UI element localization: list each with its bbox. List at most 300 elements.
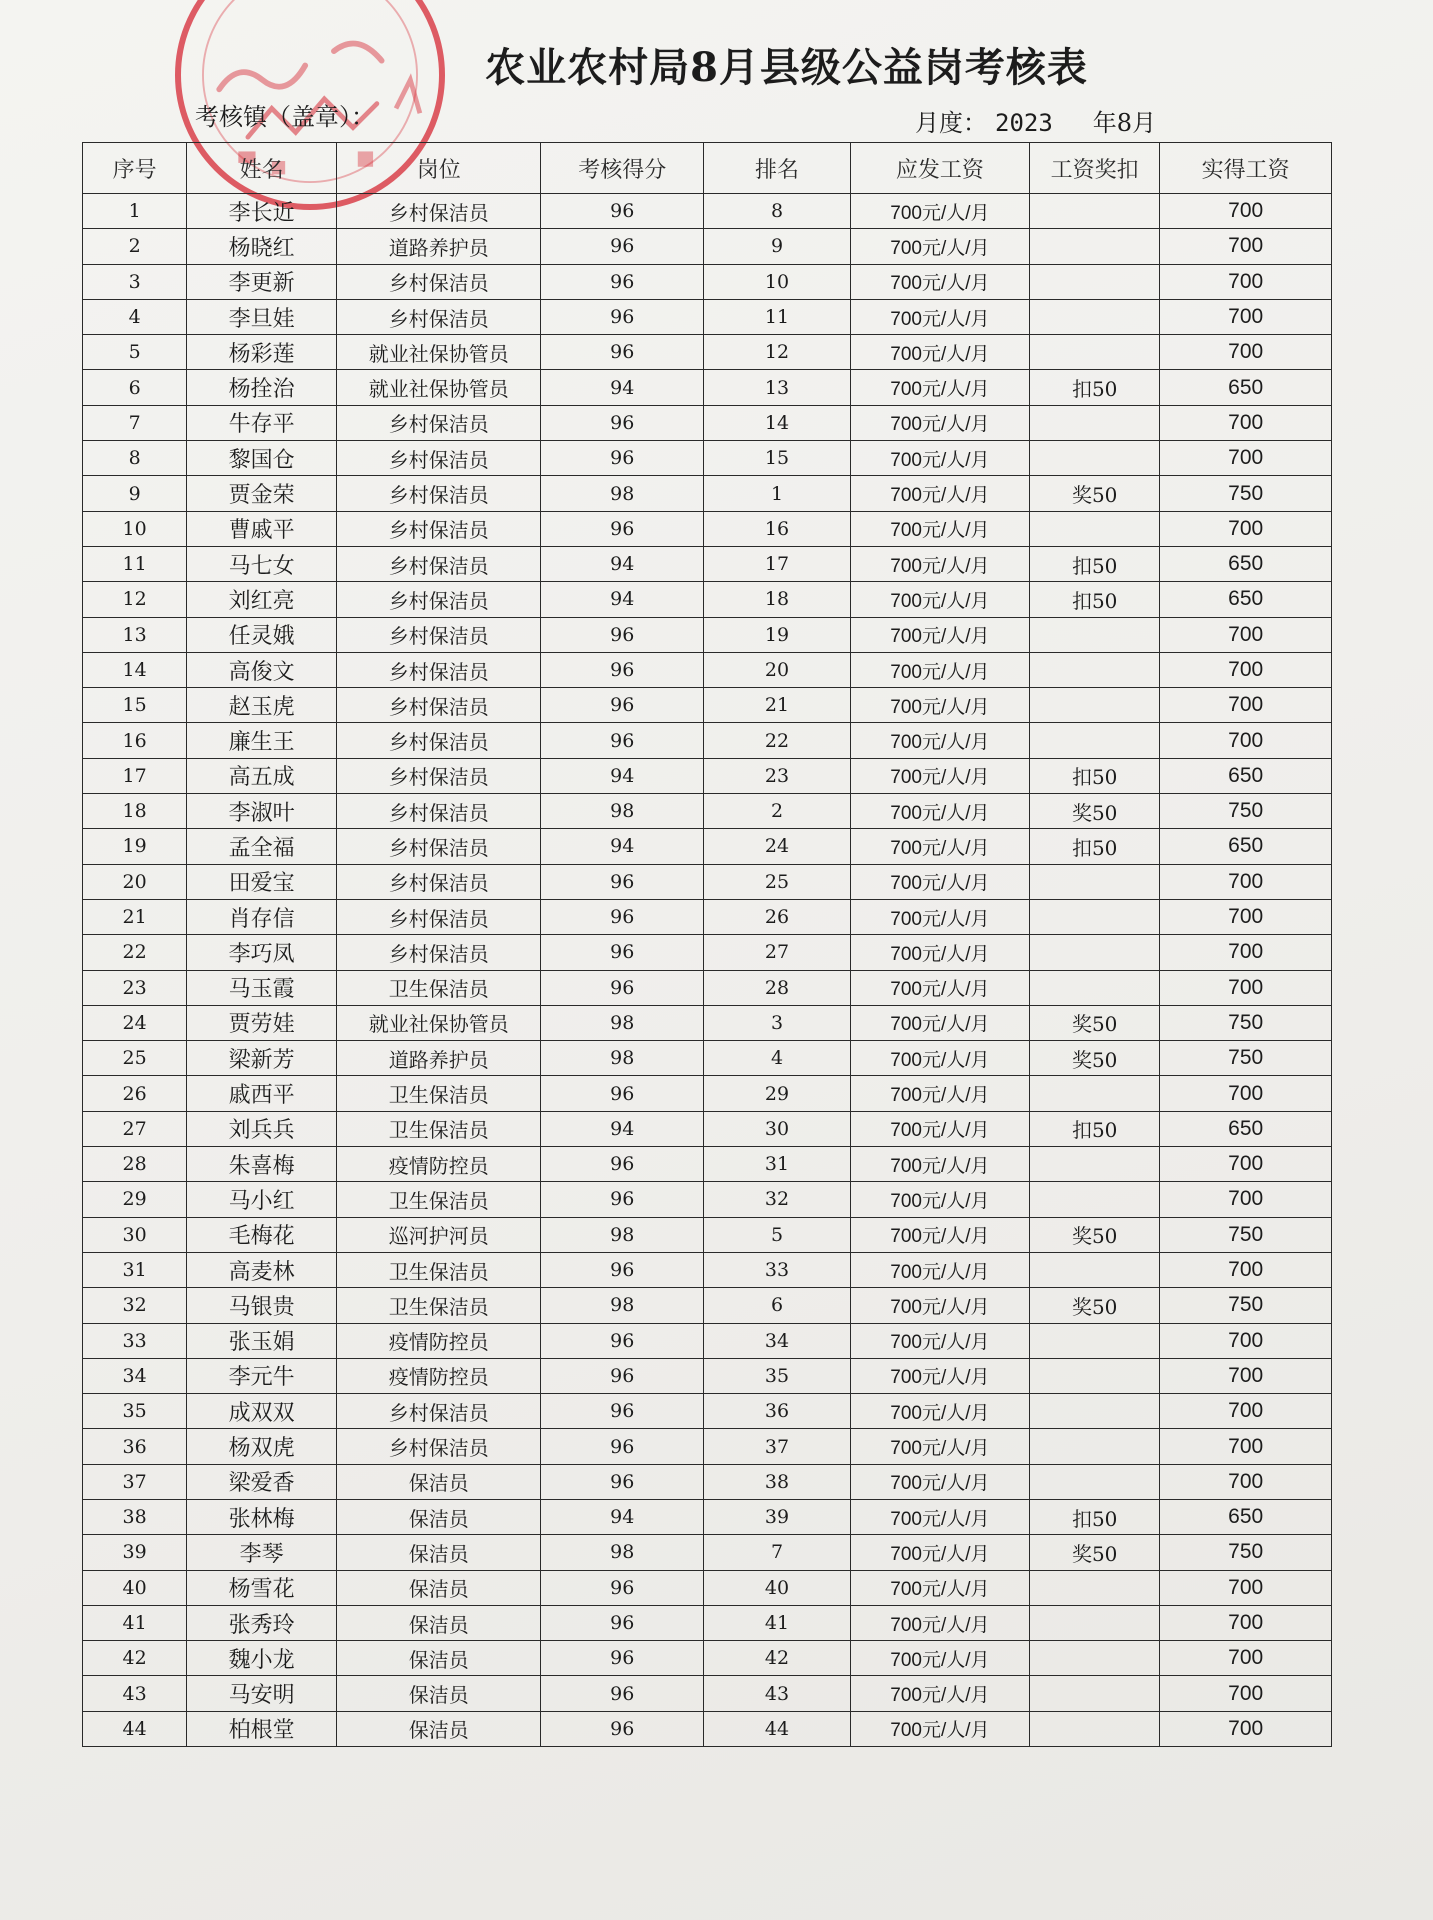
cell-post: 乡村保洁员 [337,299,541,334]
cell-bonus-deduction [1030,1252,1160,1287]
cell-rank: 17 [704,546,851,581]
document-title: 农业农村局8月县级公益岗考核表 [485,44,1088,91]
cell-name: 朱喜梅 [187,1147,337,1182]
cell-name: 杨彩莲 [187,335,337,370]
unit-label: 考核镇（盖章）： [195,103,375,131]
cell-rank: 7 [704,1535,851,1570]
cell-bonus-deduction: 奖50 [1030,1288,1160,1323]
cell-wage-paid: 700 [1160,264,1332,299]
cell-wage-due: 700元/人/月 [850,1711,1029,1746]
cell-rank: 29 [704,1076,851,1111]
cell-wage-due: 700元/人/月 [850,864,1029,899]
cell-wage-paid: 750 [1160,794,1332,829]
cell-wage-due: 700元/人/月 [850,546,1029,581]
cell-score: 96 [541,441,704,476]
cell-index: 35 [83,1394,187,1429]
cell-wage-paid: 650 [1160,370,1332,405]
header-index: 序号 [83,143,187,194]
cell-rank: 28 [704,970,851,1005]
cell-name: 贾劳娃 [187,1005,337,1040]
cell-name: 杨雪花 [187,1570,337,1605]
cell-wage-paid: 650 [1160,1111,1332,1146]
cell-wage-paid: 750 [1160,1535,1332,1570]
cell-post: 疫情防控员 [337,1147,541,1182]
cell-name: 孟全福 [187,829,337,864]
cell-wage-paid: 650 [1160,758,1332,793]
cell-post: 乡村保洁员 [337,1429,541,1464]
cell-bonus-deduction: 扣50 [1030,546,1160,581]
cell-rank: 19 [704,617,851,652]
cell-rank: 5 [704,1217,851,1252]
cell-wage-paid: 700 [1160,688,1332,723]
cell-wage-paid: 750 [1160,476,1332,511]
cell-wage-due: 700元/人/月 [850,1288,1029,1323]
table-row [83,370,1332,405]
cell-bonus-deduction [1030,1464,1160,1499]
cell-wage-due: 700元/人/月 [850,476,1029,511]
table-row [83,476,1332,511]
cell-wage-paid: 700 [1160,1641,1332,1676]
table-row [83,1252,1332,1287]
cell-wage-due: 700元/人/月 [850,970,1029,1005]
cell-index: 25 [83,1041,187,1076]
cell-name: 高五成 [187,758,337,793]
cell-score: 96 [541,617,704,652]
cell-score: 96 [541,935,704,970]
cell-rank: 1 [704,476,851,511]
table-row [83,1288,1332,1323]
cell-bonus-deduction [1030,1076,1160,1111]
table-row [83,441,1332,476]
cell-index: 15 [83,688,187,723]
cell-index: 27 [83,1111,187,1146]
cell-name: 张秀玲 [187,1605,337,1640]
cell-rank: 23 [704,758,851,793]
table-row [83,1429,1332,1464]
cell-bonus-deduction [1030,1182,1160,1217]
cell-wage-paid: 700 [1160,1605,1332,1640]
cell-score: 96 [541,1711,704,1746]
cell-index: 42 [83,1641,187,1676]
cell-bonus-deduction [1030,1641,1160,1676]
cell-wage-paid: 650 [1160,546,1332,581]
cell-score: 96 [541,1147,704,1182]
cell-name: 马小红 [187,1182,337,1217]
table-row [83,723,1332,758]
cell-index: 23 [83,970,187,1005]
cell-score: 96 [541,264,704,299]
cell-score: 96 [541,1252,704,1287]
cell-bonus-deduction: 奖50 [1030,1217,1160,1252]
cell-index: 29 [83,1182,187,1217]
table-row [83,829,1332,864]
cell-index: 4 [83,299,187,334]
cell-post: 乡村保洁员 [337,758,541,793]
cell-rank: 16 [704,511,851,546]
cell-post: 乡村保洁员 [337,405,541,440]
cell-rank: 43 [704,1676,851,1711]
cell-name: 马七女 [187,546,337,581]
cell-post: 乡村保洁员 [337,864,541,899]
cell-bonus-deduction [1030,194,1160,229]
cell-score: 96 [541,723,704,758]
cell-post: 乡村保洁员 [337,829,541,864]
cell-post: 乡村保洁员 [337,511,541,546]
cell-score: 98 [541,1288,704,1323]
cell-post: 卫生保洁员 [337,1288,541,1323]
cell-rank: 9 [704,229,851,264]
cell-wage-paid: 700 [1160,1429,1332,1464]
cell-rank: 4 [704,1041,851,1076]
cell-bonus-deduction [1030,335,1160,370]
cell-wage-due: 700元/人/月 [850,829,1029,864]
cell-index: 6 [83,370,187,405]
cell-wage-due: 700元/人/月 [850,229,1029,264]
cell-index: 32 [83,1288,187,1323]
cell-rank: 41 [704,1605,851,1640]
cell-index: 33 [83,1323,187,1358]
cell-wage-due: 700元/人/月 [850,582,1029,617]
cell-bonus-deduction: 扣50 [1030,829,1160,864]
cell-score: 94 [541,758,704,793]
header-wage-paid: 实得工资 [1160,143,1332,194]
cell-post: 卫生保洁员 [337,1076,541,1111]
cell-wage-due: 700元/人/月 [850,652,1029,687]
table-row [83,299,1332,334]
cell-bonus-deduction: 奖50 [1030,1041,1160,1076]
cell-post: 卫生保洁员 [337,1252,541,1287]
cell-index: 19 [83,829,187,864]
cell-wage-paid: 750 [1160,1217,1332,1252]
cell-score: 98 [541,1005,704,1040]
cell-bonus-deduction [1030,264,1160,299]
cell-post: 乡村保洁员 [337,582,541,617]
cell-wage-paid: 700 [1160,864,1332,899]
cell-rank: 10 [704,264,851,299]
table-row [83,1711,1332,1746]
cell-wage-due: 700元/人/月 [850,1570,1029,1605]
table-body [83,194,1332,1747]
table-row [83,1182,1332,1217]
cell-name: 高俊文 [187,652,337,687]
cell-index: 41 [83,1605,187,1640]
cell-index: 24 [83,1005,187,1040]
cell-rank: 2 [704,794,851,829]
cell-name: 李淑叶 [187,794,337,829]
cell-score: 96 [541,1676,704,1711]
table-row [83,1041,1332,1076]
cell-wage-paid: 700 [1160,229,1332,264]
cell-post: 保洁员 [337,1535,541,1570]
table-row [83,1499,1332,1534]
cell-wage-paid: 700 [1160,1464,1332,1499]
cell-bonus-deduction [1030,1605,1160,1640]
cell-name: 李元牛 [187,1358,337,1393]
cell-index: 40 [83,1570,187,1605]
cell-wage-paid: 700 [1160,1570,1332,1605]
cell-name: 曹戚平 [187,511,337,546]
cell-post: 疫情防控员 [337,1323,541,1358]
cell-index: 39 [83,1535,187,1570]
cell-rank: 32 [704,1182,851,1217]
cell-index: 44 [83,1711,187,1746]
cell-name: 刘兵兵 [187,1111,337,1146]
cell-wage-paid: 700 [1160,1711,1332,1746]
header-rank: 排名 [704,143,851,194]
cell-rank: 11 [704,299,851,334]
cell-rank: 3 [704,1005,851,1040]
cell-name: 梁新芳 [187,1041,337,1076]
cell-post: 乡村保洁员 [337,264,541,299]
cell-name: 杨晓红 [187,229,337,264]
cell-name: 成双双 [187,1394,337,1429]
cell-wage-due: 700元/人/月 [850,264,1029,299]
table-row [83,864,1332,899]
cell-wage-due: 700元/人/月 [850,1182,1029,1217]
cell-name: 张玉娟 [187,1323,337,1358]
cell-score: 96 [541,229,704,264]
cell-post: 疫情防控员 [337,1358,541,1393]
cell-bonus-deduction [1030,970,1160,1005]
cell-score: 98 [541,1041,704,1076]
cell-rank: 15 [704,441,851,476]
cell-index: 3 [83,264,187,299]
cell-bonus-deduction [1030,864,1160,899]
cell-wage-due: 700元/人/月 [850,1394,1029,1429]
cell-wage-paid: 700 [1160,335,1332,370]
cell-name: 张林梅 [187,1499,337,1534]
cell-bonus-deduction [1030,441,1160,476]
cell-bonus-deduction: 奖50 [1030,476,1160,511]
table-row [83,1676,1332,1711]
table-row [83,935,1332,970]
table-row [83,1076,1332,1111]
cell-bonus-deduction: 扣50 [1030,1499,1160,1534]
cell-index: 31 [83,1252,187,1287]
cell-rank: 42 [704,1641,851,1676]
cell-wage-paid: 700 [1160,1182,1332,1217]
cell-score: 96 [541,335,704,370]
cell-wage-paid: 700 [1160,1323,1332,1358]
cell-rank: 24 [704,829,851,864]
cell-wage-paid: 750 [1160,1041,1332,1076]
cell-wage-paid: 700 [1160,1676,1332,1711]
cell-wage-paid: 700 [1160,617,1332,652]
cell-post: 乡村保洁员 [337,723,541,758]
cell-name: 梁爱香 [187,1464,337,1499]
cell-rank: 13 [704,370,851,405]
cell-rank: 37 [704,1429,851,1464]
cell-index: 8 [83,441,187,476]
cell-post: 乡村保洁员 [337,899,541,934]
cell-wage-due: 700元/人/月 [850,794,1029,829]
cell-rank: 18 [704,582,851,617]
cell-post: 保洁员 [337,1464,541,1499]
table-row [83,1147,1332,1182]
cell-bonus-deduction [1030,1394,1160,1429]
cell-rank: 36 [704,1394,851,1429]
cell-bonus-deduction [1030,1570,1160,1605]
cell-post: 就业社保协管员 [337,1005,541,1040]
cell-name: 田爱宝 [187,864,337,899]
cell-wage-due: 700元/人/月 [850,899,1029,934]
cell-bonus-deduction [1030,299,1160,334]
cell-index: 1 [83,194,187,229]
cell-index: 14 [83,652,187,687]
cell-wage-due: 700元/人/月 [850,1217,1029,1252]
cell-bonus-deduction [1030,1358,1160,1393]
cell-wage-due: 700元/人/月 [850,1605,1029,1640]
cell-bonus-deduction [1030,1711,1160,1746]
cell-name: 魏小龙 [187,1641,337,1676]
table-row [83,794,1332,829]
table-row [83,229,1332,264]
cell-name: 李旦娃 [187,299,337,334]
cell-wage-due: 700元/人/月 [850,1499,1029,1534]
cell-wage-due: 700元/人/月 [850,370,1029,405]
table-row [83,1005,1332,1040]
cell-index: 12 [83,582,187,617]
cell-post: 乡村保洁员 [337,546,541,581]
table-header-row [83,143,1332,194]
cell-score: 96 [541,194,704,229]
cell-post: 保洁员 [337,1605,541,1640]
cell-name: 廉生王 [187,723,337,758]
cell-rank: 35 [704,1358,851,1393]
cell-score: 96 [541,1605,704,1640]
cell-rank: 26 [704,899,851,934]
table-row [83,688,1332,723]
cell-bonus-deduction [1030,1429,1160,1464]
cell-name: 杨拴治 [187,370,337,405]
cell-name: 黎国仓 [187,441,337,476]
cell-bonus-deduction [1030,1676,1160,1711]
cell-wage-paid: 700 [1160,1358,1332,1393]
table-row [83,194,1332,229]
cell-bonus-deduction [1030,617,1160,652]
cell-wage-due: 700元/人/月 [850,1252,1029,1287]
cell-name: 马玉霞 [187,970,337,1005]
cell-bonus-deduction [1030,935,1160,970]
cell-wage-due: 700元/人/月 [850,1076,1029,1111]
cell-rank: 27 [704,935,851,970]
cell-rank: 40 [704,1570,851,1605]
cell-rank: 30 [704,1111,851,1146]
cell-post: 卫生保洁员 [337,1182,541,1217]
header-score: 考核得分 [541,143,704,194]
cell-score: 98 [541,1217,704,1252]
cell-index: 5 [83,335,187,370]
table-row [83,405,1332,440]
cell-rank: 6 [704,1288,851,1323]
cell-rank: 38 [704,1464,851,1499]
cell-post: 保洁员 [337,1570,541,1605]
cell-index: 21 [83,899,187,934]
cell-post: 乡村保洁员 [337,652,541,687]
cell-bonus-deduction [1030,652,1160,687]
assessment-table [82,142,1332,1747]
cell-wage-due: 700元/人/月 [850,1323,1029,1358]
table-row [83,1641,1332,1676]
cell-score: 96 [541,1429,704,1464]
cell-score: 96 [541,688,704,723]
cell-post: 就业社保协管员 [337,335,541,370]
cell-score: 94 [541,546,704,581]
cell-wage-due: 700元/人/月 [850,299,1029,334]
cell-index: 11 [83,546,187,581]
cell-wage-paid: 700 [1160,899,1332,934]
period-info [915,103,1164,138]
cell-index: 17 [83,758,187,793]
table-row [83,1358,1332,1393]
cell-name: 李更新 [187,264,337,299]
cell-bonus-deduction [1030,511,1160,546]
cell-wage-paid: 700 [1160,652,1332,687]
cell-score: 96 [541,1323,704,1358]
cell-wage-paid: 700 [1160,1394,1332,1429]
cell-wage-due: 700元/人/月 [850,1147,1029,1182]
cell-post: 乡村保洁员 [337,476,541,511]
cell-bonus-deduction [1030,405,1160,440]
cell-name: 任灵娥 [187,617,337,652]
cell-name: 李巧凤 [187,935,337,970]
cell-post: 乡村保洁员 [337,441,541,476]
cell-index: 34 [83,1358,187,1393]
cell-bonus-deduction [1030,229,1160,264]
cell-bonus-deduction [1030,688,1160,723]
cell-name: 赵玉虎 [187,688,337,723]
cell-wage-paid: 700 [1160,405,1332,440]
cell-wage-paid: 700 [1160,1147,1332,1182]
cell-wage-due: 700元/人/月 [850,194,1029,229]
cell-name: 柏根堂 [187,1711,337,1746]
cell-rank: 21 [704,688,851,723]
cell-bonus-deduction [1030,1323,1160,1358]
cell-score: 96 [541,1464,704,1499]
cell-post: 卫生保洁员 [337,970,541,1005]
cell-score: 96 [541,864,704,899]
cell-rank: 33 [704,1252,851,1287]
cell-wage-paid: 700 [1160,1252,1332,1287]
cell-wage-due: 700元/人/月 [850,405,1029,440]
cell-wage-due: 700元/人/月 [850,511,1029,546]
cell-bonus-deduction [1030,723,1160,758]
cell-post: 保洁员 [337,1641,541,1676]
cell-wage-paid: 700 [1160,299,1332,334]
cell-post: 保洁员 [337,1499,541,1534]
cell-post: 乡村保洁员 [337,617,541,652]
table-row [83,758,1332,793]
table-row [83,1570,1332,1605]
table-row [83,1394,1332,1429]
cell-wage-paid: 700 [1160,194,1332,229]
cell-wage-paid: 650 [1160,1499,1332,1534]
cell-bonus-deduction: 奖50 [1030,1005,1160,1040]
cell-index: 7 [83,405,187,440]
table-row [83,511,1332,546]
cell-rank: 44 [704,1711,851,1746]
cell-score: 96 [541,405,704,440]
cell-post: 乡村保洁员 [337,688,541,723]
cell-wage-paid: 750 [1160,1005,1332,1040]
cell-name: 毛梅花 [187,1217,337,1252]
cell-bonus-deduction [1030,899,1160,934]
table-row [83,970,1332,1005]
cell-post: 保洁员 [337,1676,541,1711]
table-row [83,264,1332,299]
cell-wage-due: 700元/人/月 [850,1676,1029,1711]
cell-wage-due: 700元/人/月 [850,1641,1029,1676]
